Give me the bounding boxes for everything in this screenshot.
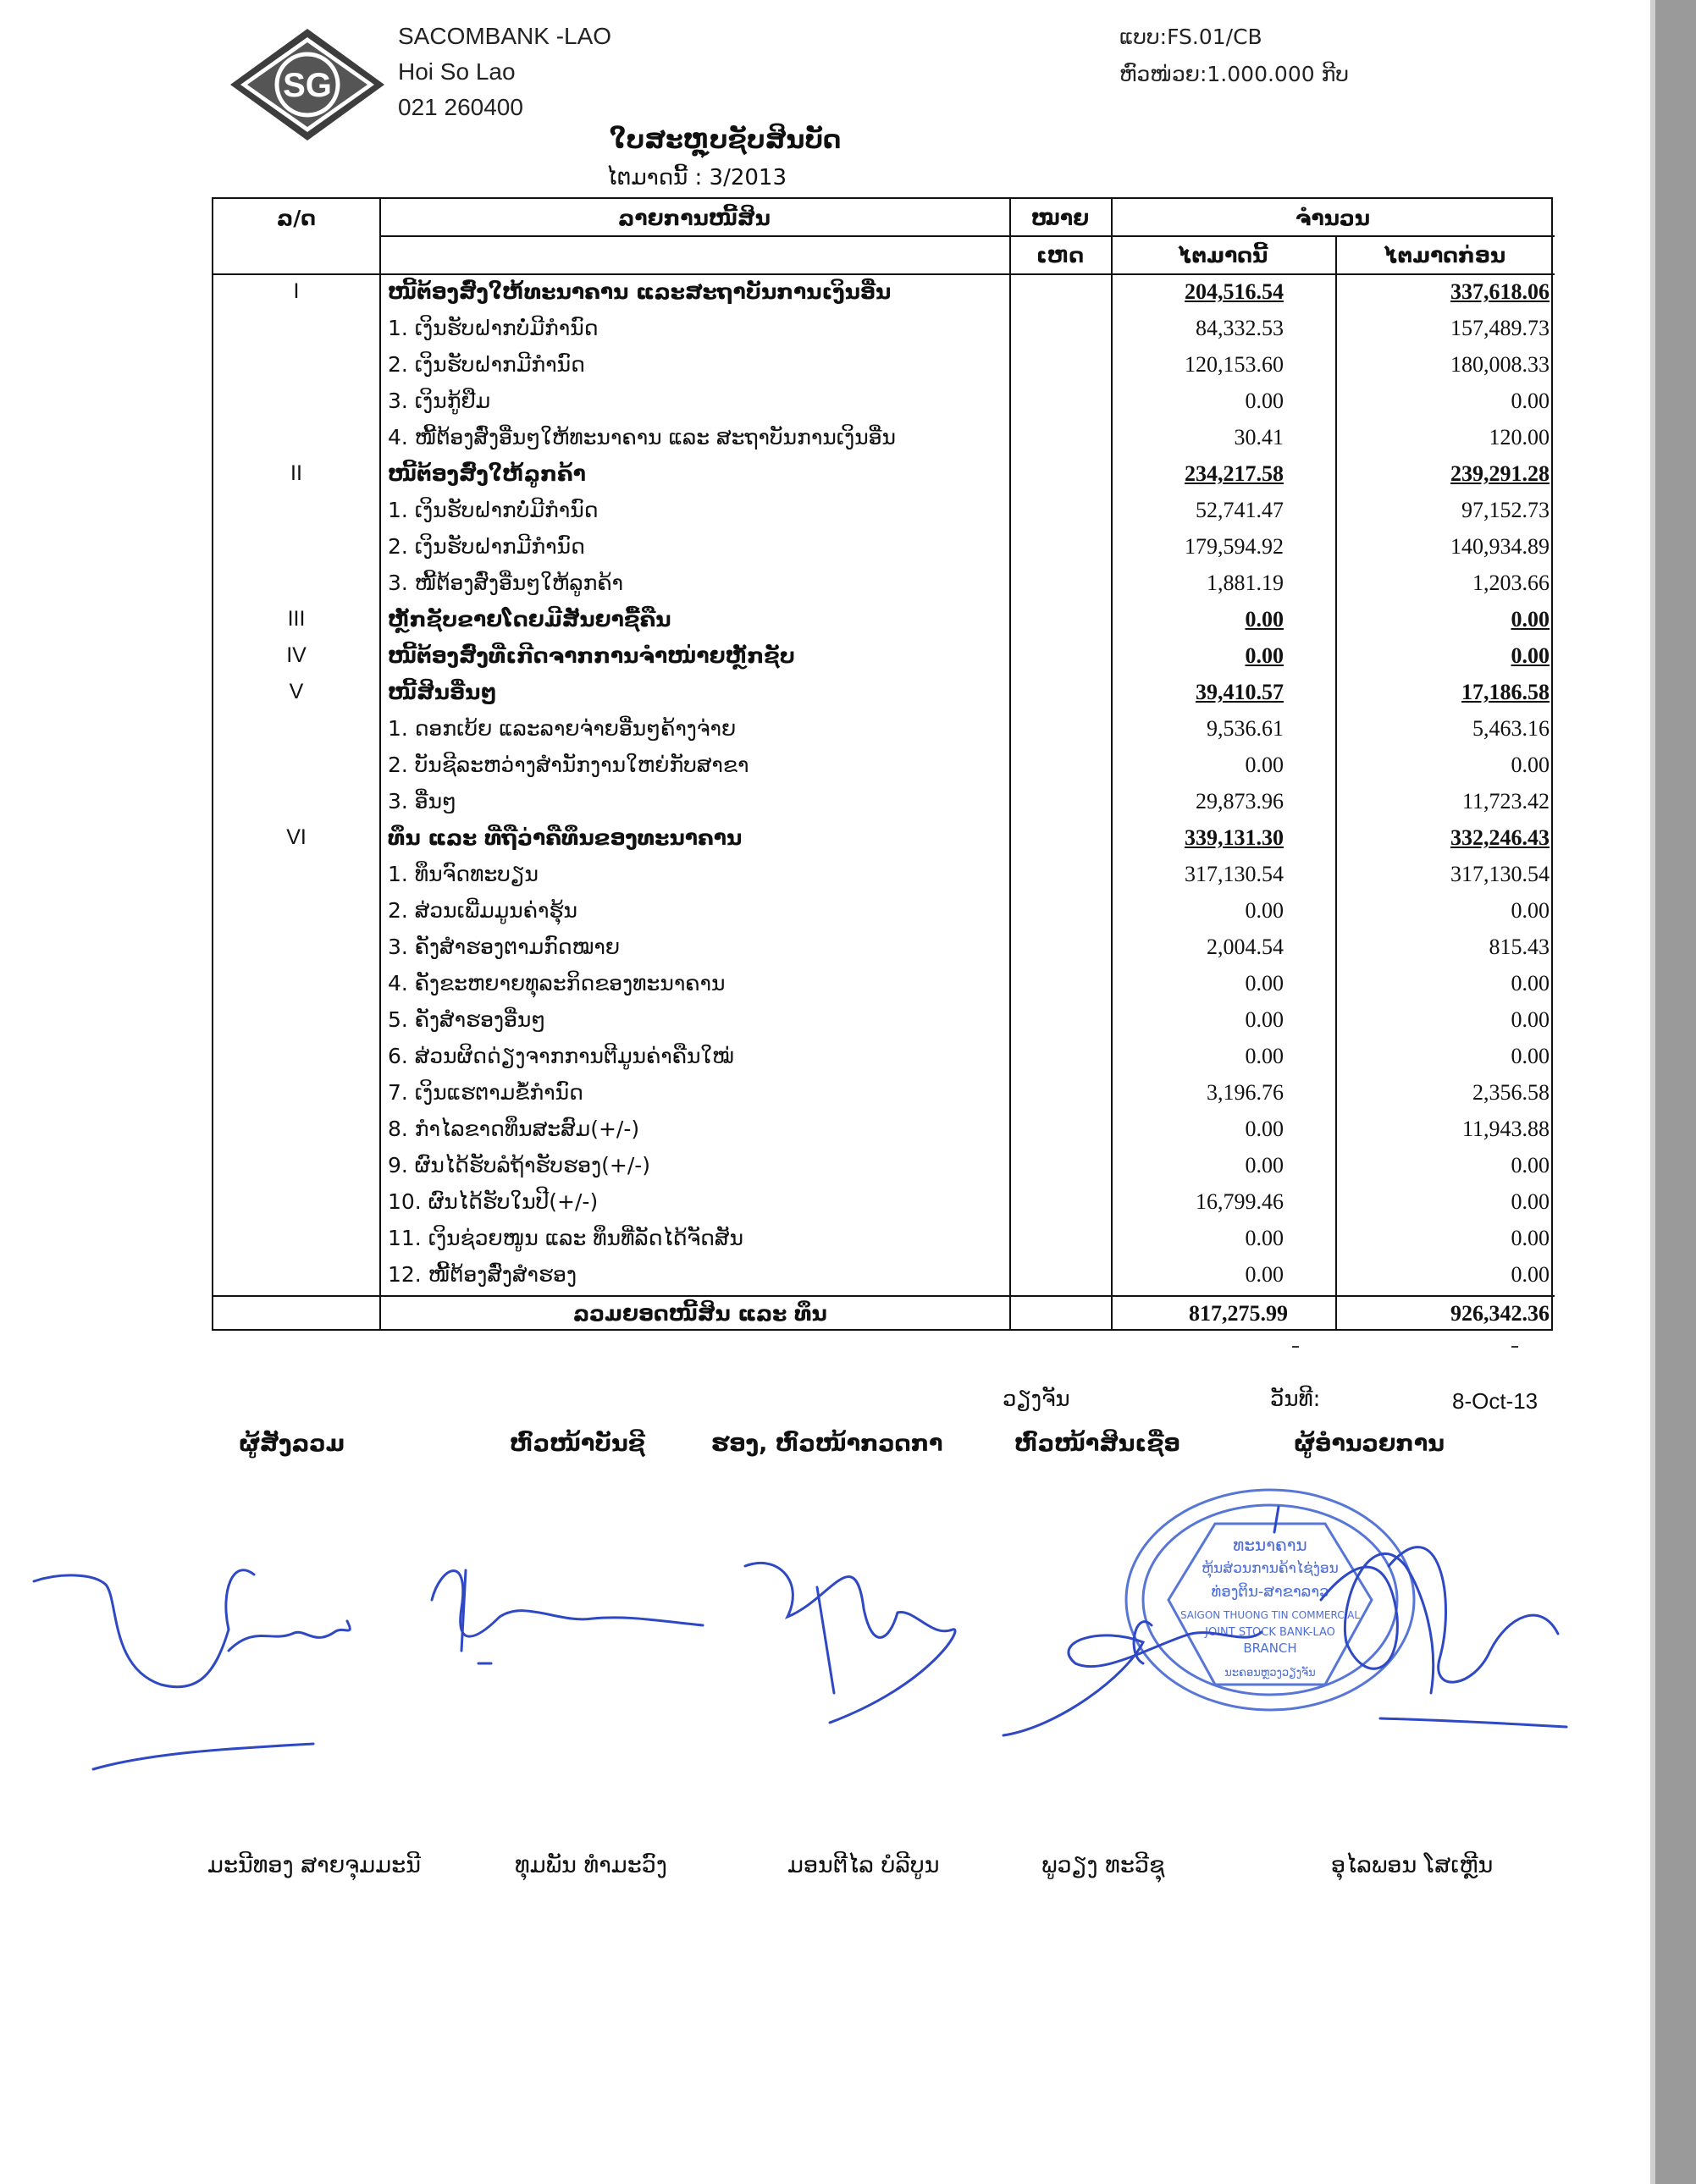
row-previous-value: 2,356.58 bbox=[1472, 1080, 1550, 1105]
row-item: 5. ຄັງສຳຮອງອື່ນໆ bbox=[388, 1007, 546, 1032]
row-item: 3. ຄັງສຳຮອງຕາມກົດໝາຍ bbox=[388, 935, 621, 959]
row-code: V bbox=[289, 680, 304, 703]
table-row bbox=[213, 711, 1555, 747]
row-item: 10. ຜົນໄດ້ຮັບໃນປີ(+/-) bbox=[388, 1189, 599, 1214]
table-row bbox=[213, 493, 1555, 529]
row-current-value: 0.00 bbox=[1245, 1044, 1284, 1068]
signatory-name: ອຸໄລພອນ ໂສເຫຼີນ bbox=[1331, 1852, 1494, 1878]
row-previous-value: 0.00 bbox=[1511, 1189, 1550, 1214]
form-header bbox=[1119, 19, 1349, 93]
row-previous-value: 317,130.54 bbox=[1450, 862, 1550, 886]
row-item: 3. ອື່ນໆ bbox=[388, 789, 456, 813]
row-current-value: 0.00 bbox=[1245, 971, 1284, 995]
row-current-value: 0.00 bbox=[1245, 753, 1284, 777]
row-current-value: 9,536.61 bbox=[1207, 716, 1284, 741]
row-previous-value: 97,152.73 bbox=[1461, 498, 1550, 522]
row-current-value: 0.00 bbox=[1245, 898, 1284, 923]
signatory-title: ຫົວໜ້າບັນຊີ bbox=[510, 1431, 645, 1457]
table-row bbox=[213, 929, 1555, 966]
row-item: 4. ຄັງຂະຫຍາຍທຸລະກິດຂອງທະນາຄານ bbox=[388, 971, 726, 995]
table-row bbox=[213, 529, 1555, 565]
header-item: ລາຍການໜີ້ສິນ bbox=[618, 206, 771, 230]
total-label: ລວມຍອດໜີ້ສິນ ແລະ ທຶນ bbox=[573, 1301, 827, 1326]
row-code: I bbox=[293, 279, 300, 303]
row-current-value: 3,196.76 bbox=[1207, 1080, 1284, 1105]
document-period: ໄຕມາດນີ້ : 3/2013 bbox=[606, 165, 787, 190]
row-item: 1. ເງິນຮັບຝາກບໍ່ມີກຳນົດ bbox=[388, 316, 599, 340]
signing-place: ວຽງຈັນ bbox=[1003, 1387, 1070, 1412]
section-row bbox=[213, 456, 1555, 493]
row-current-value: 29,873.96 bbox=[1196, 789, 1284, 813]
document-title: ໃບສະຫຼຸບຊັບສິນບັດ bbox=[610, 125, 842, 155]
row-current-value: 84,332.53 bbox=[1196, 316, 1284, 340]
signatory-name: ມອນຕີໄລ ບໍລີບູນ bbox=[787, 1852, 940, 1878]
stamp-line: BRANCH bbox=[1243, 1641, 1297, 1656]
row-current-value: 0.00 bbox=[1245, 389, 1284, 413]
table-row bbox=[213, 784, 1555, 820]
row-previous-value: 0.00 bbox=[1511, 607, 1550, 631]
row-item: ທຶນ ແລະ ທີ່ຖືວ່າຄືທຶນຂອງທະນາຄານ bbox=[388, 825, 743, 850]
row-current-value: 0.00 bbox=[1245, 1262, 1284, 1287]
table-row bbox=[213, 347, 1555, 383]
row-previous-value: 0.00 bbox=[1511, 898, 1550, 923]
row-current-value: 1,881.19 bbox=[1207, 571, 1284, 595]
row-item: ຫຼັກຊັບຂາຍໂດຍມີສັນຍາຊື້ຄືນ bbox=[388, 607, 671, 631]
row-current-value: 0.00 bbox=[1245, 643, 1284, 668]
row-item: 1. ທຶນຈົດທະບຽນ bbox=[388, 862, 539, 886]
table-row bbox=[213, 1184, 1555, 1221]
row-previous-value: 140,934.89 bbox=[1450, 534, 1550, 559]
balance-sheet-table bbox=[212, 197, 1553, 1331]
header-current-quarter: ໄຕມາດນີ້ bbox=[1178, 243, 1268, 267]
bank-header bbox=[398, 19, 611, 125]
row-current-value: 16,799.46 bbox=[1196, 1189, 1284, 1214]
section-row bbox=[213, 602, 1555, 638]
date-label: ວັນທີ: bbox=[1270, 1387, 1321, 1412]
row-current-value: 0.00 bbox=[1245, 1153, 1284, 1177]
row-previous-value: 17,186.58 bbox=[1461, 680, 1550, 704]
table-row bbox=[213, 893, 1555, 929]
row-item: ໜີ້ຕ້ອງສົ່ງໃຫ້ທະນາຄານ ແລະສະຖາບັນການເງິນອື່ນ bbox=[388, 279, 892, 304]
table-row bbox=[213, 1148, 1555, 1184]
row-code: VI bbox=[286, 825, 307, 849]
row-current-value: 204,516.54 bbox=[1185, 279, 1284, 304]
form-unit: ຫົວໜ່ວຍ:1.000.000 ກີບ bbox=[1119, 62, 1349, 86]
row-item: 3. ເງິນກູ້ຢືມ bbox=[388, 389, 491, 413]
table-row bbox=[213, 857, 1555, 893]
row-item: 2. ເງິນຮັບຝາກມີກຳນົດ bbox=[388, 534, 585, 559]
total-row bbox=[213, 1296, 1555, 1332]
signatory-title: ຮອງ, ຫົວໜ້າກວດກາ bbox=[711, 1431, 943, 1457]
row-item: 11. ເງິນຊ່ວຍໜູນ ແລະ ທຶນທີ່ລັດໄດ້ຈັດສັນ bbox=[388, 1226, 743, 1250]
row-previous-value: 1,203.66 bbox=[1472, 571, 1550, 595]
table-row bbox=[213, 1039, 1555, 1075]
row-previous-value: 157,489.73 bbox=[1450, 316, 1550, 340]
row-code: II bbox=[290, 461, 302, 485]
row-item: 9. ຜົນໄດ້ຮັບລໍຖ້າຮັບຮອງ(+/-) bbox=[388, 1153, 651, 1177]
header-previous-quarter: ໄຕມາດກ່ອນ bbox=[1384, 243, 1506, 267]
header-code: ລ/ດ bbox=[277, 206, 316, 230]
row-previous-value: 0.00 bbox=[1511, 1044, 1550, 1068]
row-code: III bbox=[287, 607, 306, 631]
row-previous-value: 11,943.88 bbox=[1461, 1117, 1550, 1141]
row-previous-value: 337,618.06 bbox=[1450, 279, 1550, 304]
section-row bbox=[213, 638, 1555, 675]
row-item: 12. ໜີ້ຕ້ອງສົ່ງສຳຮອງ bbox=[388, 1262, 577, 1287]
stamp-line: ທ່ອງຕິນ-ສາຂາລາວ bbox=[1211, 1583, 1329, 1601]
row-current-value: 339,131.30 bbox=[1185, 825, 1284, 850]
table-row bbox=[213, 1111, 1555, 1148]
total-current: 817,275.99 bbox=[1189, 1301, 1288, 1326]
row-item: 2. ສ່ວນເພີ່ມມູນຄ່າຮຸ້ນ bbox=[388, 898, 577, 923]
signatory-name: ມະນີທອງ ສາຍຈຸມມະນີ bbox=[207, 1852, 421, 1878]
scan-edge bbox=[1655, 0, 1696, 2184]
row-current-value: 179,594.92 bbox=[1185, 534, 1284, 559]
row-item: ໜີ້ສິນອື່ນໆ bbox=[388, 680, 497, 704]
row-current-value: 0.00 bbox=[1245, 1117, 1284, 1141]
row-current-value: 0.00 bbox=[1245, 1007, 1284, 1032]
row-item: 2. ເງິນຮັບຝາກມີກຳນົດ bbox=[388, 352, 585, 377]
row-item: 1. ເງິນຮັບຝາກບໍ່ມີກຳນົດ bbox=[388, 498, 599, 522]
row-previous-value: 0.00 bbox=[1511, 1153, 1550, 1177]
row-current-value: 0.00 bbox=[1245, 607, 1284, 631]
row-previous-value: 5,463.16 bbox=[1472, 716, 1550, 741]
row-previous-value: 0.00 bbox=[1511, 389, 1550, 413]
row-previous-value: 0.00 bbox=[1511, 1262, 1550, 1287]
row-item: 8. ກຳໄລຂາດທຶນສະສົມ(+/-) bbox=[388, 1117, 640, 1141]
table-row bbox=[213, 1075, 1555, 1111]
signing-date: 8-Oct-13 bbox=[1452, 1388, 1539, 1414]
stamp-line: ນະຄອນຫຼວງວຽງຈັນ bbox=[1224, 1667, 1316, 1679]
dash-mark bbox=[1511, 1346, 1518, 1348]
table-row bbox=[213, 966, 1555, 1002]
row-current-value: 234,217.58 bbox=[1185, 461, 1284, 486]
row-item: 3. ໜີ້ຕ້ອງສົ່ງອື່ນໆໃຫ້ລູກຄ້າ bbox=[388, 571, 624, 595]
row-code: IV bbox=[286, 643, 307, 667]
header-note-bottom: ເຫດ bbox=[1036, 243, 1085, 267]
row-current-value: 120,153.60 bbox=[1185, 352, 1284, 377]
handwritten-signatures bbox=[0, 1473, 1696, 1795]
row-item: ໜີ້ຕ້ອງສົ່ງໃຫ້ລູກຄ້າ bbox=[388, 461, 586, 486]
row-item: 4. ໜີ້ຕ້ອງສົ່ງອື່ນໆໃຫ້ທະນາຄານ ແລະ ສະຖາບັນການເງິນອື່ນ bbox=[388, 425, 896, 449]
row-current-value: 30.41 bbox=[1234, 425, 1284, 449]
table-row bbox=[213, 1221, 1555, 1257]
row-previous-value: 815.43 bbox=[1489, 935, 1550, 959]
signatory-title: ຜູ້ອຳນວຍການ bbox=[1294, 1431, 1445, 1457]
row-previous-value: 0.00 bbox=[1511, 971, 1550, 995]
row-current-value: 0.00 bbox=[1245, 1226, 1284, 1250]
row-previous-value: 11,723.42 bbox=[1461, 789, 1550, 813]
bank-office: Hoi So Lao bbox=[398, 58, 516, 85]
sacombank-logo bbox=[227, 25, 388, 144]
section-row bbox=[213, 274, 1555, 311]
dash-mark bbox=[1292, 1346, 1299, 1348]
table-row bbox=[213, 420, 1555, 456]
total-previous: 926,342.36 bbox=[1450, 1301, 1550, 1326]
stamp-line: ຫຸ້ນສ່ວນການຄ້າໄຊ່ງ່ອນ bbox=[1202, 1560, 1339, 1577]
row-item: 2. ບັນຊີລະຫວ່າງສຳນັກງານໃຫຍ່ກັບສາຂາ bbox=[388, 753, 749, 777]
bank-phone: 021 260400 bbox=[398, 94, 523, 120]
signatory-title: ຫົວໜ້າສິນເຊື່ອ bbox=[1014, 1431, 1180, 1457]
form-code: ແບບ:FS.01/CB bbox=[1119, 25, 1262, 49]
header-amount: ຈຳນວນ bbox=[1295, 206, 1371, 230]
signatory-title: ຜູ້ສັງລວມ bbox=[239, 1431, 345, 1457]
row-previous-value: 0.00 bbox=[1511, 753, 1550, 777]
bank-name: SACOMBANK -LAO bbox=[398, 23, 612, 49]
signatory-name: ພູວຽງ ທະວີຊຸ bbox=[1041, 1852, 1165, 1878]
row-item: 6. ສ່ວນຜິດດ່ຽງຈາກການຕີມູນຄ່າຄືນໃໝ່ bbox=[388, 1044, 734, 1068]
row-previous-value: 0.00 bbox=[1511, 643, 1550, 668]
row-current-value: 2,004.54 bbox=[1207, 935, 1284, 959]
row-previous-value: 239,291.28 bbox=[1450, 461, 1550, 486]
stamp-line: JOINT STOCK BANK-LAO bbox=[1205, 1626, 1335, 1639]
stamp-line: SAIGON THUONG TIN COMMERCIAL bbox=[1179, 1609, 1361, 1621]
row-current-value: 317,130.54 bbox=[1185, 862, 1284, 886]
row-previous-value: 0.00 bbox=[1511, 1226, 1550, 1250]
table-row bbox=[213, 383, 1555, 420]
row-previous-value: 332,246.43 bbox=[1450, 825, 1550, 850]
header-note-top: ໝາຍ bbox=[1030, 206, 1090, 230]
signatory-name: ທຸມພັນ ທຳມະວົງ bbox=[515, 1852, 667, 1878]
row-item: 1. ດອກເບ້ຍ ແລະລາຍຈ່າຍອື່ນໆຄ້າງຈ່າຍ bbox=[388, 716, 737, 741]
row-item: ໜີ້ຕ້ອງສົ່ງທີ່ເກີດຈາກການຈຳໜ່າຍຫຼັກຊັບ bbox=[388, 643, 795, 668]
stamp-line: ທະນາຄານ bbox=[1233, 1535, 1307, 1555]
row-item: 7. ເງິນແຮຕາມຂໍ້ກຳນົດ bbox=[388, 1080, 583, 1105]
table-row bbox=[213, 747, 1555, 784]
table-row bbox=[213, 311, 1555, 347]
row-current-value: 39,410.57 bbox=[1196, 680, 1284, 704]
section-row bbox=[213, 820, 1555, 857]
row-previous-value: 180,008.33 bbox=[1450, 352, 1550, 377]
table-row bbox=[213, 565, 1555, 602]
row-current-value: 52,741.47 bbox=[1196, 498, 1284, 522]
table-row bbox=[213, 1257, 1555, 1293]
logo-text: SG bbox=[283, 67, 332, 104]
section-row bbox=[213, 675, 1555, 711]
row-previous-value: 0.00 bbox=[1511, 1007, 1550, 1032]
table-row bbox=[213, 1002, 1555, 1039]
row-previous-value: 120.00 bbox=[1489, 425, 1550, 449]
